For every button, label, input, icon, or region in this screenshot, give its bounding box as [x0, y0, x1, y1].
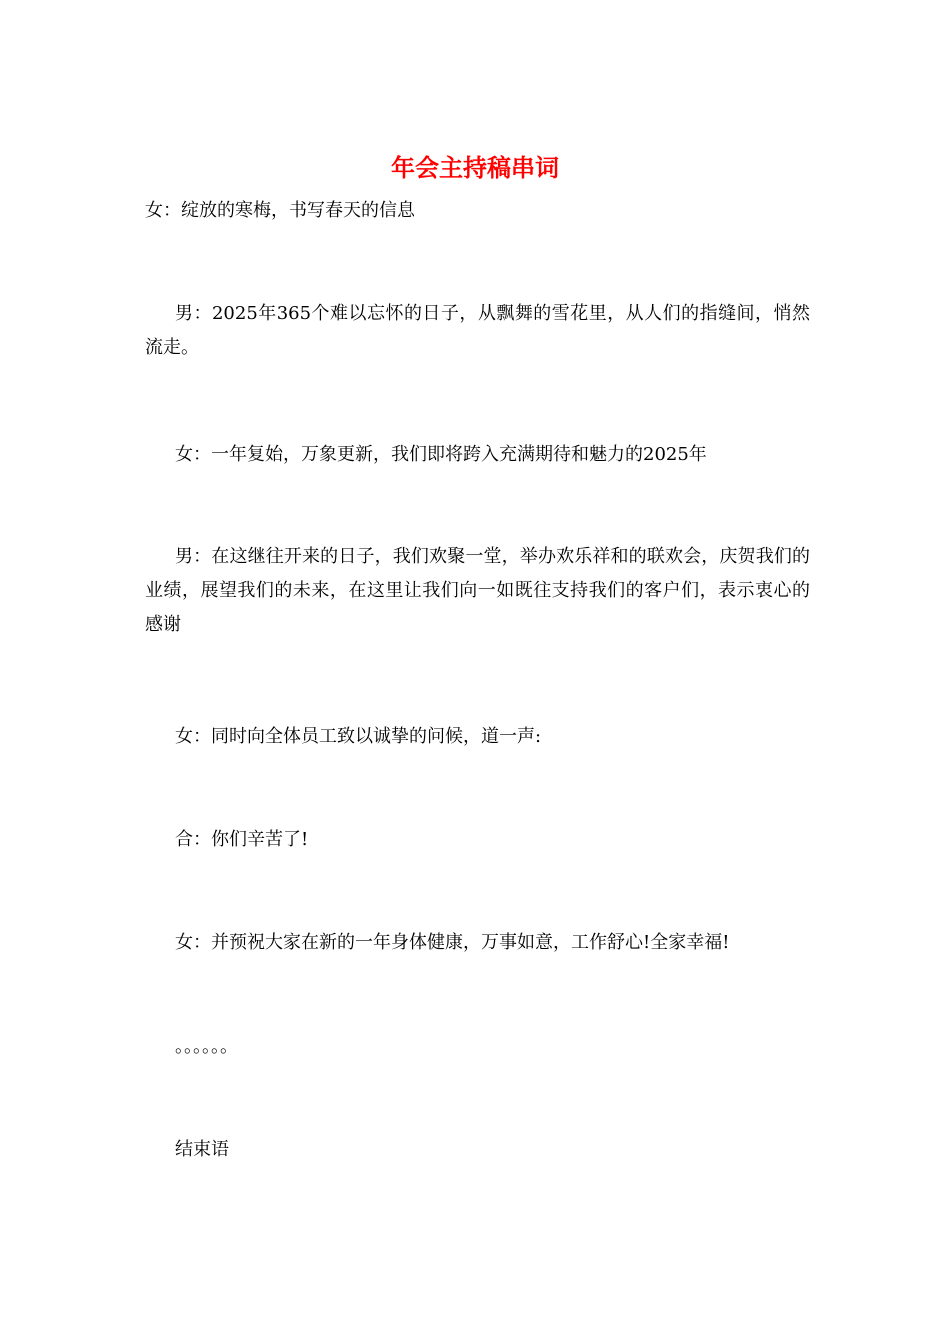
paragraph-male-1: 男：2025年365个难以忘怀的日子，从飘舞的雪花里，从人们的指缝间，悄然流走。 [145, 303, 810, 358]
document-title: 年会主持稿串词 [391, 154, 559, 182]
paragraph-ellipsis: 。。。。。。 [175, 1036, 238, 1057]
paragraph-closing-heading: 结束语 [175, 1139, 229, 1160]
paragraph-male-2: 男：在这继往开来的日子，我们欢聚一堂，举办欢乐祥和的联欢会，庆贺我们的业绩，展望我们的未来，在这里让我们向一如既往支持我们的客户们，表示衷心的感谢 [145, 546, 810, 635]
paragraph-female-3: 女：同时向全体员工致以诚挚的问候，道一声: [175, 726, 542, 747]
paragraph-female-4: 女：并预祝大家在新的一年身体健康，万事如意，工作舒心!全家幸福! [175, 932, 730, 953]
paragraph-female-1: 女：绽放的寒梅，书写春天的信息 [145, 200, 415, 221]
paragraph-together: 合：你们辛苦了! [175, 829, 309, 850]
paragraph-female-2: 女：一年复始，万象更新，我们即将跨入充满期待和魅力的2025年 [175, 444, 707, 465]
